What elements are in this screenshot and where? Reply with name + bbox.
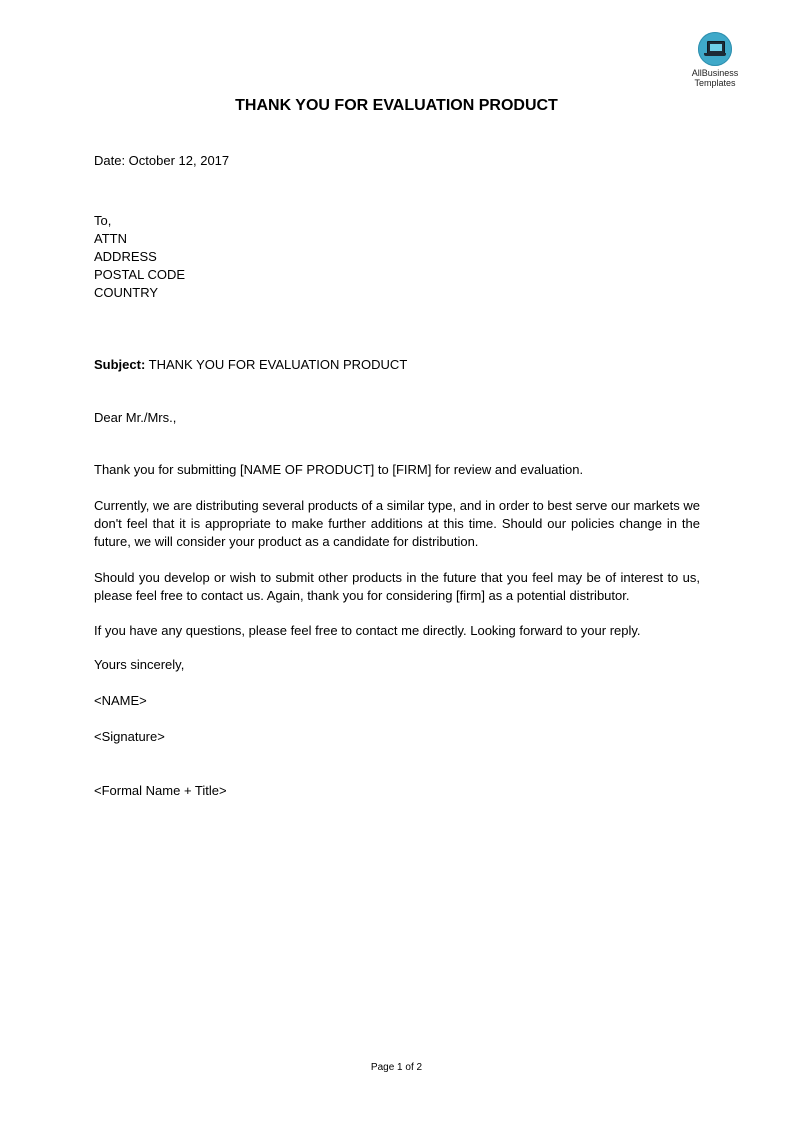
name-placeholder: <NAME> — [94, 693, 147, 708]
date-line: Date: October 12, 2017 — [94, 153, 230, 168]
brand-name — [682, 68, 748, 88]
subject-text: THANK YOU FOR EVALUATION PRODUCT — [145, 357, 408, 372]
closing: Yours sincerely, — [94, 657, 185, 672]
brand-logo — [682, 32, 748, 88]
subject-label: Subject: — [94, 357, 146, 372]
brand-name-line1: AllBusiness — [691, 68, 739, 78]
recipient-postal-code: POSTAL CODE — [94, 267, 186, 282]
document-title: THANK YOU FOR EVALUATION PRODUCT — [235, 97, 558, 114]
page-number: Page 1 of 2 — [370, 1062, 423, 1073]
paragraph-3: Should you develop or wish to submit other products in the future that you feel may be of interest to us, please feel free to contact us. Again, thank you for considering [firm] as a potential distributor. — [94, 570, 700, 603]
paragraph-4: If you have any questions, please feel free to contact me directly. Looking forward to your reply. — [94, 623, 641, 638]
brand-name-line2: Templates — [694, 78, 736, 88]
laptop-icon — [698, 32, 732, 66]
salutation: Dear Mr./Mrs., — [94, 410, 177, 425]
recipient-country: COUNTRY — [94, 285, 159, 300]
recipient-block — [94, 212, 700, 302]
paragraph-2: Currently, we are distributing several products of a similar type, and in order to best serve our markets we don't feel that it is appropriate to make further additions at this time. Should our policies change in the future, we will consider your product as a candidate for distribution. — [94, 498, 700, 549]
recipient-address: ADDRESS — [94, 249, 157, 264]
recipient-to: To, — [94, 213, 112, 228]
formal-name-placeholder: <Formal Name + Title> — [94, 783, 227, 798]
recipient-attn: ATTN — [94, 231, 127, 246]
signature-placeholder: <Signature> — [94, 729, 165, 744]
paragraph-1: Thank you for submitting [NAME OF PRODUCT] to [FIRM] for review and evaluation. — [94, 462, 584, 477]
subject-line — [94, 356, 700, 374]
